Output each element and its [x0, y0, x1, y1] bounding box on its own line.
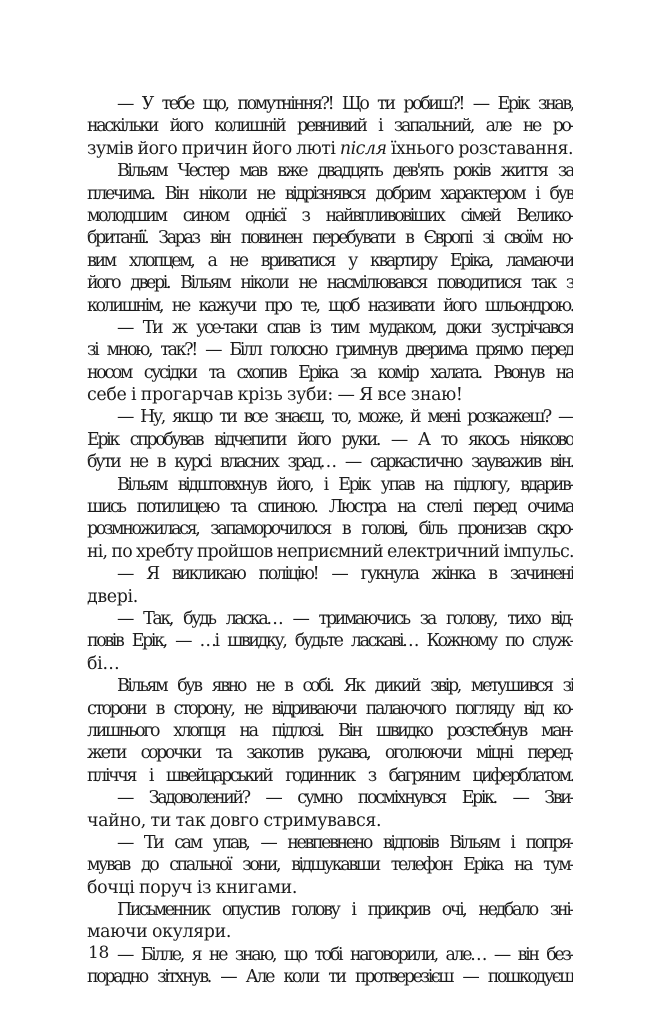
text-line: чайно, ти так довго стримувався. — [87, 810, 382, 831]
text-line: вим хлопцем, а не вриватися у квартиру Еріка, ламаючи — [87, 250, 573, 271]
text-line: — Ти ж усе-таки спав із тим мудаком, доки зустрічався — [117, 317, 573, 338]
text-line: — Ну, якщо ти все знаєш, то, може, й мені розкажеш? — — [117, 407, 573, 428]
text-line: себе і прогарчав крізь зуби: — Я все знаю! — [87, 385, 463, 406]
text-line: Вільям Честер мав вже двадцять дев'ять років життя за — [117, 161, 573, 182]
text-line: — Ти сам упав, — невпевнено відповів Вільям і попря- — [117, 832, 573, 853]
text-line: плечима. Він ніколи не відрізнявся добрим характером і був — [87, 183, 573, 204]
text-line: сторони в сторону, не відриваючи палаючого погляду від ко- — [87, 698, 573, 719]
text-line: носом сусідки та схопив Еріка за комір халата. Рвонув на — [87, 362, 573, 383]
text-line: ні, по хребту пройшов неприємний електричний імпульс. — [87, 541, 574, 562]
text-line: розмножилася, запаморочилося в голові, біль пронизав скро- — [87, 519, 573, 540]
text-line: — У тебе що, помутніння?! Що ти робиш?! — Ерік знав, — [117, 94, 573, 114]
text-line: мував до спальної зони, відшукавши телефон Еріка на тум- — [87, 855, 573, 876]
text-line: лишнього хлопця на підлозі. Він швидко розстебнув ман- — [87, 720, 573, 741]
text-line: повів Ерік, — …і швидку, будьте ласкаві… Кожному по служ- — [87, 631, 573, 652]
text-line: зумів його причин його люті після їхнього розставання. — [87, 138, 573, 159]
text-line: бути не в курсі власних зрад… — саркастично зауважив він. — [87, 452, 573, 473]
text-line: — Білле, я не знаю, що тобі наговорили, але… — він без- — [117, 944, 573, 965]
text-line: колишнім, не кажучи про те, щоб називати його шльондрою. — [87, 295, 573, 316]
text-line: — Задоволений? — сумно посміхнувся Ерік. — Зви- — [117, 788, 573, 809]
text-line: пліччя і швейцарський годинник з багряним циферблатом. — [87, 765, 573, 786]
text-line: жети сорочки та закотив рукава, оголюючи міцні перед- — [87, 743, 573, 764]
text-line: Письменник опустив голову і прикрив очі, недбало зні- — [117, 900, 573, 921]
text-line: — Так, будь ласка… — тримаючись за голову, тихо від- — [117, 608, 573, 629]
text-line: — Я викликаю поліцію! — гукнула жінка в зачинені — [117, 564, 573, 585]
text-line: молодшим сином однієї з найвпливовіших сімей Велико- — [87, 205, 573, 226]
text-line: шись потилицею та спиною. Люстра на стелі перед очима — [87, 497, 573, 518]
text-line: бі… — [87, 653, 120, 674]
text-line: Вільям був явно не в собі. Як дикий звір, метушився зі — [117, 676, 573, 697]
text-line: Ерік спробував відчепити його руки. — А то якось ніяково — [87, 429, 573, 450]
text-line: двері. — [87, 586, 138, 607]
text-line: зі мною, так?! — Білл голосно гримнув дверима прямо перед — [87, 340, 573, 361]
text-line: маючи окуляри. — [87, 922, 231, 943]
text-line: порадно зітхнув. — Але коли ти протверезієш — пошкодуєш — [87, 967, 573, 988]
body-text — [87, 93, 573, 989]
text-line: британії. Зараз він повинен перебувати в Європі зі своїм но- — [87, 228, 573, 249]
page-number: 18 — [88, 943, 110, 963]
text-line: бочці поруч із книгами. — [87, 877, 298, 898]
text-line: Вільям відштовхнув його, і Ерік упав на підлогу, вдарив- — [117, 474, 573, 495]
text-line: наскільки його колишній ревнивий і запальний, але не ро- — [87, 116, 573, 137]
text-line: його двері. Вільям ніколи не насмілювався поводитися так з — [87, 273, 573, 294]
